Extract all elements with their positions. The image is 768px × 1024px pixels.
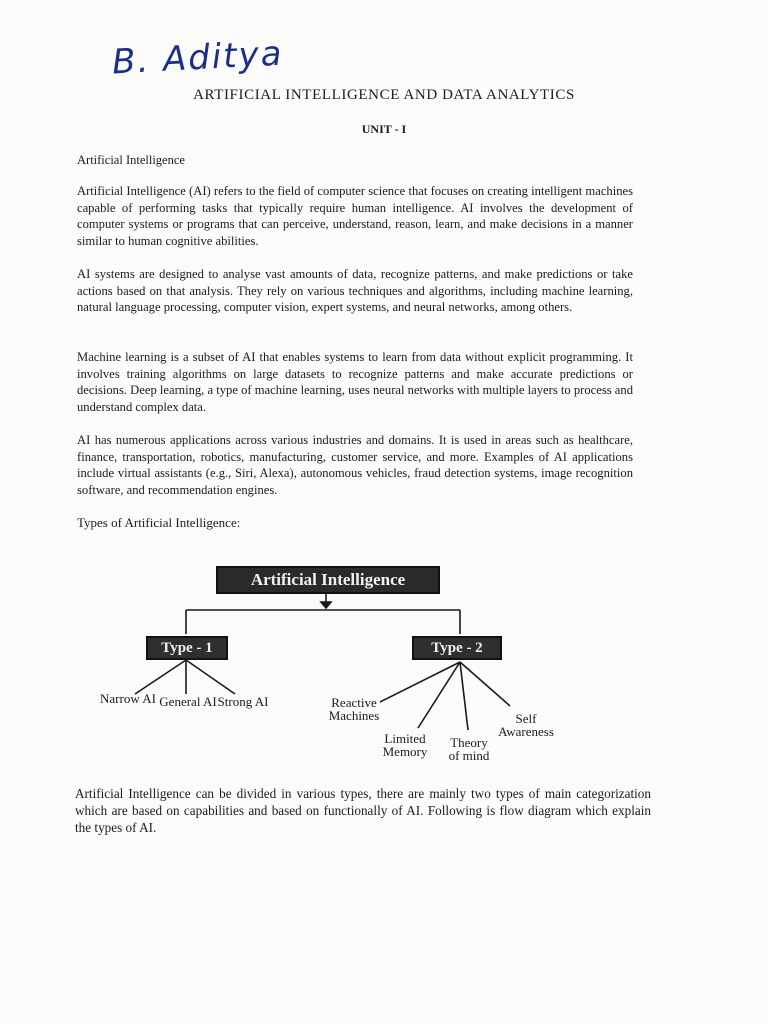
paragraph-ai-systems: AI systems are designed to analyse vast amounts of data, recognize patterns, and make predictions or take actions based on that analysis. They rely on various techniques and algorithms, including machine learning, natural language processing, computer vision, expert systems, and neural networks, among others. [77,267,633,315]
paragraph-ai-applications: AI has numerous applications across various industries and domains. It is used in areas such as healthcare, finance, transportation, robotics, manufacturing, customer service, and more. Examples of AI applications include virtual assistants (e.g., Siri, Alexa), autonomous vehicles, fraud detection systems, image recognition software, and recommendation engines. [77,433,633,497]
unit-label: UNIT - I [361,122,407,136]
connector-strong [186,660,235,694]
root-arrow-head [321,602,331,608]
diagram-leaf-strong-ai: Strong AI [217,694,269,709]
diagram-root-node: Artificial Intelligence [216,566,440,594]
handwritten-signature: B. Aditya [111,33,285,83]
connector-narrow [135,660,186,694]
diagram-leaf-reactive-machines: Reactive Machines [328,695,380,723]
diagram-leaf-narrow-ai: Narrow AI [100,691,156,706]
diagram-type1-node: Type - 1 [146,636,228,660]
diagram-leaf-theory-of-mind: Theory of mind [448,735,490,763]
section-heading: Artificial Intelligence [77,153,185,167]
diagram-type2-node: Type - 2 [412,636,502,660]
types-heading: Types of Artificial Intelligence: [77,515,241,530]
diagram-leaf-limited-memory: Limited Memory [382,731,428,759]
paragraph-types-summary: Artificial Intelligence can be divided in various types, there are mainly two types of main categorization which are based on capabilities and based on functionally of AI. Following is flow diagram which explain the types of AI. [75,786,651,835]
connector-self [460,662,510,706]
paragraph-machine-learning: Machine learning is a subset of AI that enables systems to learn from data without explicit programming. It involves training algorithms on large datasets to recognize patterns and make accurate predictions or decisions. Deep learning, a type of machine learning, uses neural networks with multiple layers to process and understand complex data. [77,350,633,414]
ai-types-diagram [90,556,590,776]
diagram-leaf-general-ai: General AI [159,694,217,709]
connector-theory [460,662,468,730]
document-title: ARTIFICIAL INTELLIGENCE AND DATA ANALYTICS [193,87,575,103]
diagram-leaf-self-awareness: Self Awareness [498,711,554,739]
paragraph-ai-definition: Artificial Intelligence (AI) refers to the field of computer science that focuses on creating intelligent machines capable of performing tasks that typically require human intelligence. AI involves the development of computer systems or programs that can perceive, understand, reason, learn, and make decisions in a manner similar to human cognitive abilities. [77,184,633,248]
